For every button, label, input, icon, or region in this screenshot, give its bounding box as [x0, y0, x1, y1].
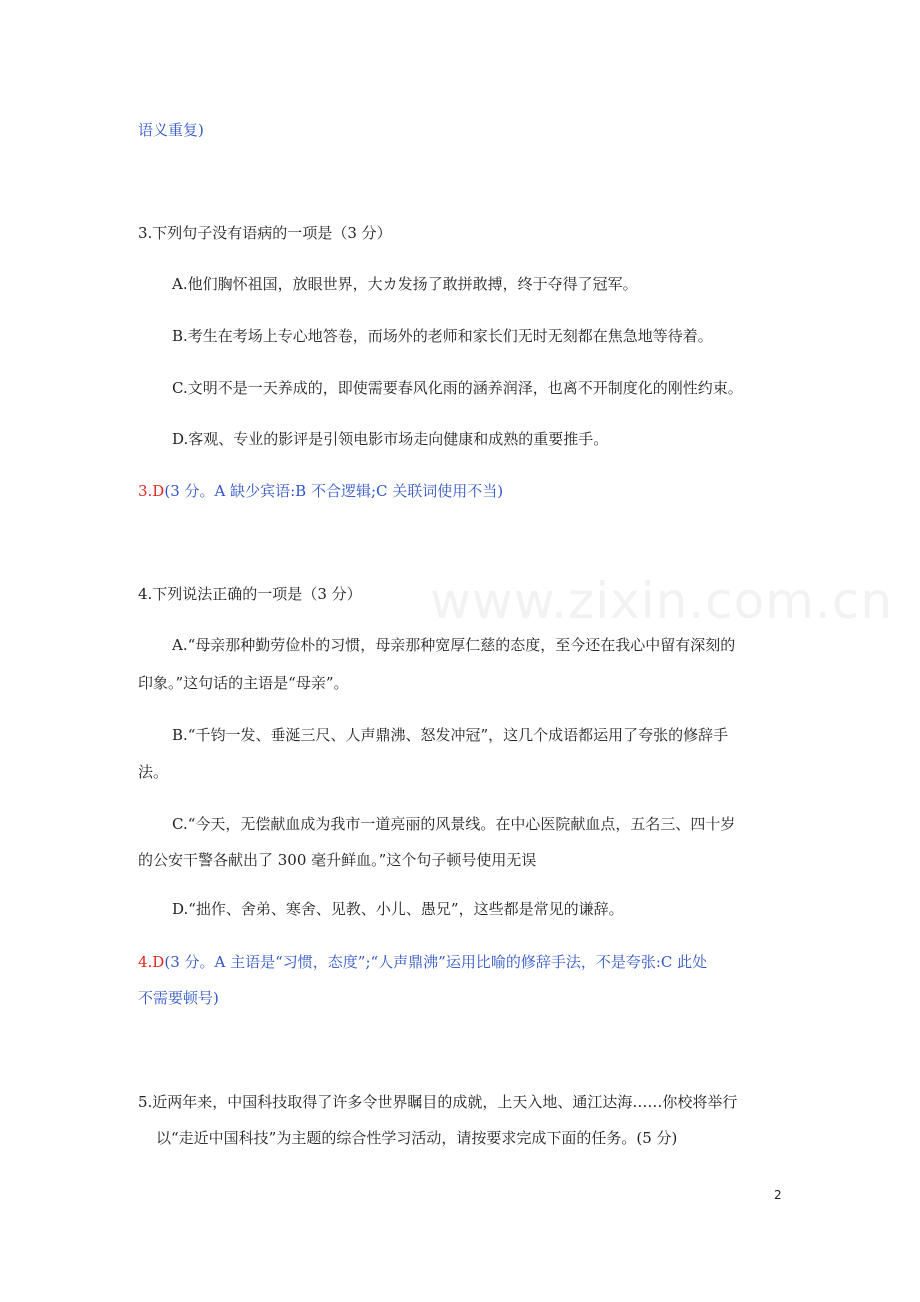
question-3-option-c: C.文明不是一天养成的，即使需要春风化雨的涵养润泽，也离不开制度化的刚性约束。	[172, 379, 743, 397]
answer-explanation: (3 分。A 缺少宾语:B 不合逻辑;C 关联词使用不当)	[164, 482, 504, 500]
page-number: 2	[774, 1188, 782, 1202]
answer-tail-line: 语义重复)	[138, 121, 204, 139]
question-5-stem: 5.近两年来，中国科技取得了许多令世界瞩目的成就，上天入地、通江达海……你校将举行	[138, 1093, 738, 1111]
question-4-option-b: B.“千钧一发、垂涎三尺、人声鼎沸、怒发冲冠”，这几个成语都运用了夸张的修辞手	[172, 726, 729, 744]
watermark: www.zixin.com.cn	[430, 572, 894, 630]
question-4-option-b-cont: 法。	[138, 763, 169, 781]
question-3-option-d: D.客观、专业的影评是引领电影市场走向健康和成熟的重要推手。	[172, 430, 609, 448]
question-4-answer	[138, 951, 707, 973]
question-4-stem: 4.下列说法正确的一项是（3 分）	[138, 585, 362, 603]
question-4-answer-cont: 不需要顿号)	[138, 989, 219, 1007]
answer-number: 3.D	[138, 482, 165, 500]
question-3-stem: 3.下列句子没有语病的一项是（3 分）	[138, 224, 392, 242]
question-3-option-a: A.他们胸怀祖国，放眼世界，大カ发扬了敢拼敢搏，终于夺得了冠军。	[172, 275, 638, 293]
question-4-option-c: C.“今天，无偿献血成为我市一道亮丽的风景线。在中心医院献血点，五名三、四十岁	[172, 815, 736, 833]
answer-number: 4.D	[138, 953, 165, 971]
question-3-option-b: B.考生在考场上专心地答卷，而场外的老师和家长们无时无刻都在焦急地等待着。	[172, 327, 713, 345]
question-5-stem-cont: 以“走近中国科技”为主题的综合性学习活动，请按要求完成下面的任务。(5 分)	[156, 1129, 678, 1147]
question-4-option-a: A.“母亲那种勤劳俭朴的习惯，母亲那种宽厚仁慈的态度，至今还在我心中留有深刻的	[172, 636, 736, 654]
question-4-option-d: D.“拙作、舍弟、寒舍、见教、小儿、愚兄”，这些都是常见的谦辞。	[172, 900, 624, 918]
question-3-answer	[138, 480, 503, 502]
question-4-option-c-cont: 的公安干警各献出了 300 毫升鲜血。”这个句子顿号使用无误	[138, 851, 537, 869]
answer-explanation: (3 分。A 主语是“习惯，态度”;“人声鼎沸”运用比喻的修辞手法，不是夸张:C 此处	[164, 953, 708, 971]
question-4-option-a-cont: 印象。”这句话的主语是“母亲”。	[138, 674, 349, 692]
